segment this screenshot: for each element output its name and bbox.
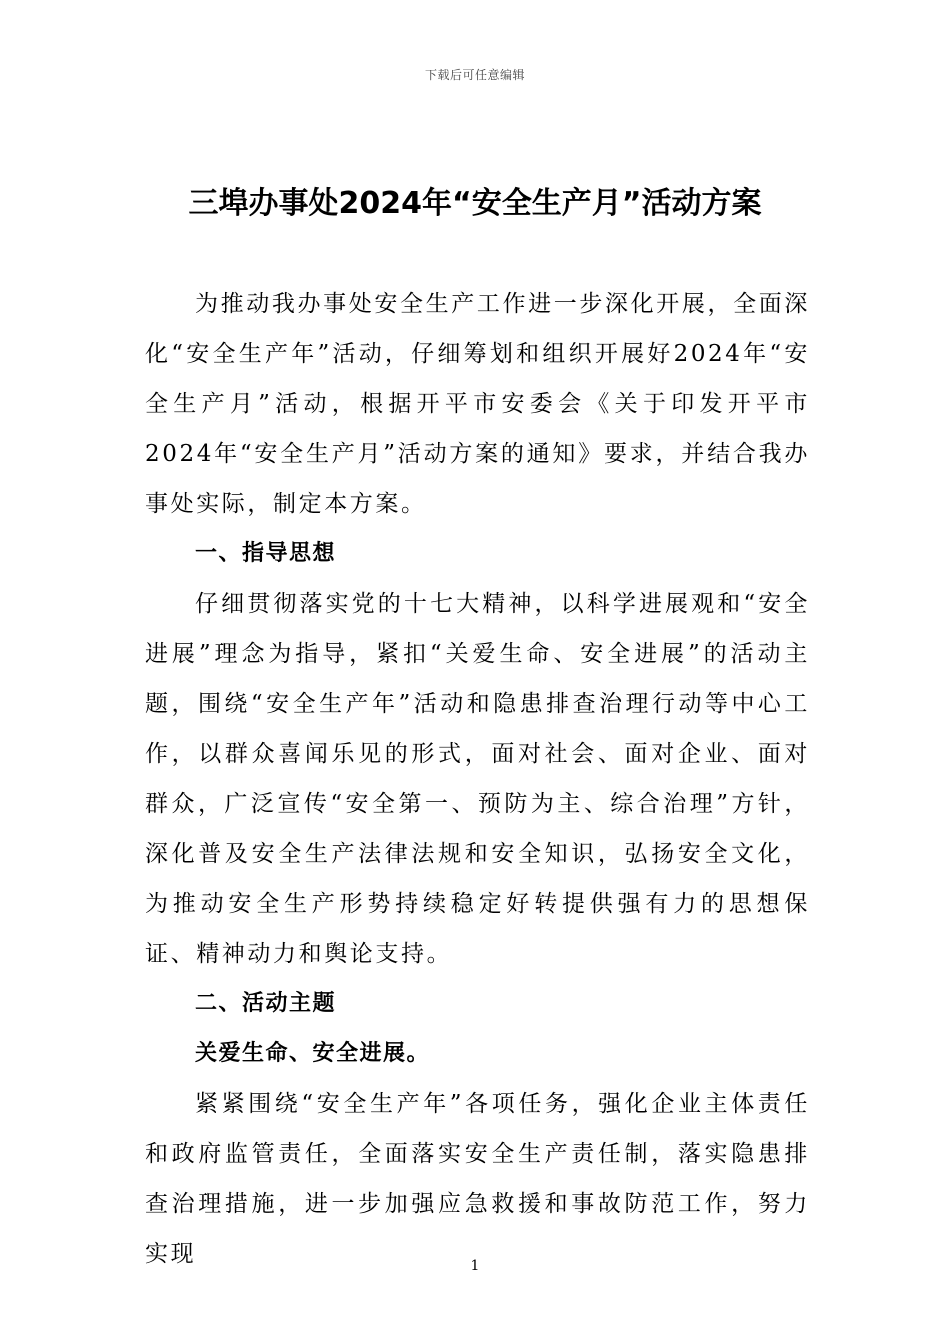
- page-number: 1: [470, 1258, 480, 1274]
- document-title: 三埠办事处2024年“安全生产月”活动方案: [188, 186, 762, 221]
- guiding-ideology-paragraph: 仔细贯彻落实党的十七大精神，以科学进展观和“安全进展”理念为指导，紧扣“关爱生命、安全进展”的活动主题，围绕“安全生产年”活动和隐患排查治理行动等中心工作，以群众喜闻乐见的形式，面对社会、面对企业、面对群众，广泛宣传“安全第一、预防为主、综合治理”方针，深化普及安全生产法律法规和安全知识，弘扬安全文化，为推动安全生产形势持续稳定好转提供强有力的思想保证、精神动力和舆论支持。: [145, 591, 810, 967]
- header-note: 下载后可任意编辑: [424, 68, 525, 82]
- activity-theme-paragraph: 紧紧围绕“安全生产年”各项任务，强化企业主体责任和政府监管责任，全面落实安全生产责任制，落实隐患排查治理措施，进一步加强应急救援和事故防范工作，努力实现: [145, 1091, 810, 1267]
- section-heading-guiding-ideology: 一、指导思想: [195, 541, 337, 566]
- activity-theme-slogan: 关爱生命、安全进展。: [195, 1041, 431, 1066]
- intro-paragraph: 为推动我办事处安全生产工作进一步深化开展，全面深化“安全生产年”活动，仔细筹划和组织开展好2024年“安全生产月”活动，根据开平市安委会《关于印发开平市2024年“安全生产月”活动方案的通知》要求，并结合我办事处实际，制定本方案。: [145, 291, 810, 517]
- section-heading-activity-theme: 二、活动主题: [195, 991, 337, 1016]
- document-body: [145, 279, 810, 1279]
